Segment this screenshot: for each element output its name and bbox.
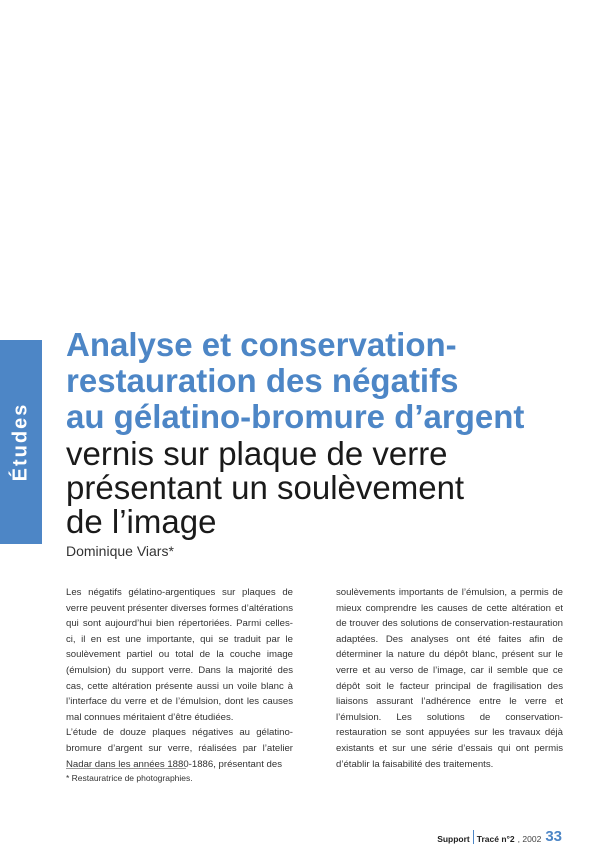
body-paragraph: soulèvements importants de l’émulsion, a permis de mieux comprendre les causes de cette altération et de trouver des solutions de conservation-restauration adaptées. Des analyses ont été faites afin de déterminer la nature du dépôt blanc, présent sur le verre et au verso de l’image, car il semble que ce dépôt soit le facteur principal de fragilisation des liaisons assurant l’adhérence entre le verre et l’émulsion. Les solutions de conservation-restauration se sont appuyées sur les travaux déjà existants et sur une série d’essais qui ont permis d’établir la faisabilité des traitements. [336, 587, 563, 770]
body-column-left [66, 585, 293, 772]
title-line-1: Analyse et conservation- [66, 326, 457, 363]
footnote-divider [66, 768, 186, 769]
footer-journal-name: Support [437, 834, 470, 844]
article-subtitle [66, 437, 586, 539]
subtitle-line-2: présentant un soulèvement [66, 469, 465, 506]
body-column-right [336, 585, 563, 772]
author-name: Dominique Viars* [66, 543, 174, 559]
subtitle-line-1: vernis sur plaque de verre [66, 435, 448, 472]
title-line-2: restauration des négatifs [66, 362, 459, 399]
subtitle-line-3: de l’image [66, 503, 217, 540]
section-tab-label: Études [9, 402, 32, 482]
body-paragraph: L’étude de douze plaques négatives au gélatino-bromure d’argent sur verre, réalisées par l’atelier Nadar dans les années 1880-1886, présentant des [66, 727, 293, 770]
body-paragraph: Les négatifs gélatino-argentiques sur plaques de verre peuvent présenter diverses formes d’altérations qui sont aujourd’hui bien répertoriées. Parmi celles-ci, il en est une importante, qui se traduit par le soulèvement partiel ou total de la couche image (émulsion) du support verre. Dans la majorité des cas, cette altération présente aussi un voile blanc à l’interface du verre et de l’émulsion, dont les causes mal connues méritaient d’être étudiées. [66, 587, 293, 723]
footnote: * Restauratrice de photographies. [66, 773, 193, 783]
page-number: 33 [545, 828, 562, 845]
title-line-3: au gélatino-bromure d’argent [66, 398, 525, 435]
footer-divider [473, 830, 474, 844]
section-tab [0, 340, 42, 544]
running-footer [437, 824, 562, 844]
footer-issue: Tracé n°2 [476, 834, 515, 844]
footer-year: , 2002 [517, 834, 542, 844]
article-title [66, 327, 586, 435]
